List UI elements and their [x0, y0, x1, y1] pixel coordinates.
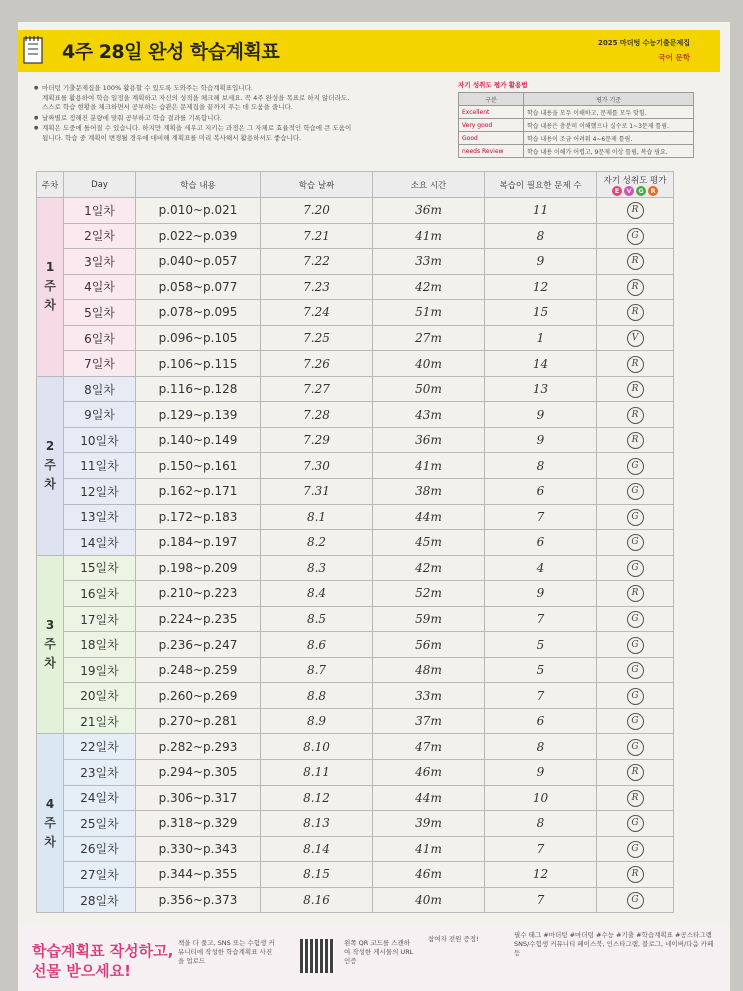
grade-mark: R: [627, 764, 644, 781]
grade-cell[interactable]: [597, 479, 674, 505]
review-count-cell[interactable]: 5: [485, 657, 597, 683]
review-count-cell[interactable]: 1: [485, 325, 597, 351]
grade-cell[interactable]: [597, 198, 674, 224]
date-cell[interactable]: 8.14: [261, 836, 373, 862]
content-cell: p.356~p.373: [136, 887, 261, 913]
day-cell: 14일차: [64, 530, 136, 556]
time-cell[interactable]: 40m: [373, 887, 485, 913]
plan-row: [37, 198, 674, 224]
legend-value: 학습 내용 이해가 어렵고, 9문제 이상 틀림, 복습 필요.: [524, 145, 694, 158]
plan-row: [37, 708, 674, 734]
day-cell: 25일차: [64, 811, 136, 837]
review-count-cell[interactable]: 13: [485, 376, 597, 402]
grade-cell[interactable]: [597, 453, 674, 479]
grade-mark: G: [627, 688, 644, 705]
instruction-text: 됩니다. 학습 중 계획이 변경될 경우에 대비해 계획표를 미리 복사해서 활용하셔도 좋습니다.: [42, 133, 302, 142]
date-cell[interactable]: 8.11: [261, 760, 373, 786]
review-count-cell[interactable]: 6: [485, 479, 597, 505]
time-cell[interactable]: 44m: [373, 785, 485, 811]
date-cell[interactable]: 8.5: [261, 606, 373, 632]
time-cell[interactable]: 46m: [373, 760, 485, 786]
review-count-cell[interactable]: 8: [485, 811, 597, 837]
page-title: 4주 28일 완성 학습계획표: [62, 41, 280, 63]
time-cell[interactable]: 41m: [373, 836, 485, 862]
review-count-cell[interactable]: 6: [485, 530, 597, 556]
plan-row: [37, 530, 674, 556]
grade-mark: G: [627, 662, 644, 679]
day-cell: 7일차: [64, 351, 136, 377]
grade-mark: R: [627, 279, 644, 296]
subject-name: 국어 문학: [658, 53, 690, 62]
grade-mark: G: [627, 739, 644, 756]
grade-cell[interactable]: [597, 606, 674, 632]
legend-value: 학습 내용을 모두 이해하고, 문제를 모두 맞힘.: [524, 106, 694, 119]
grade-mark: G: [627, 815, 644, 832]
grade-cell[interactable]: [597, 708, 674, 734]
content-cell: p.248~p.259: [136, 657, 261, 683]
grade-mark: G: [627, 509, 644, 526]
review-count-cell[interactable]: 4: [485, 555, 597, 581]
week-label-text: 3 주 차: [44, 618, 56, 671]
date-cell[interactable]: 8.4: [261, 581, 373, 607]
plan-row: [37, 887, 674, 913]
grade-mark: G: [627, 713, 644, 730]
legend-key: Good: [459, 132, 524, 145]
time-cell[interactable]: 52m: [373, 581, 485, 607]
grade-mark: R: [627, 790, 644, 807]
content-cell: p.010~p.021: [136, 198, 261, 224]
week-label-text: 1 주 차: [44, 260, 56, 313]
grade-mark: G: [627, 483, 644, 500]
day-cell: 17일차: [64, 606, 136, 632]
review-count-cell[interactable]: 12: [485, 862, 597, 888]
instruction-3: [34, 124, 454, 143]
event-step2: 왼쪽 QR 코드를 스캔하여 작성한 게시물의 URL 인증: [344, 939, 414, 965]
col-content: 학습 내용: [136, 172, 261, 198]
title-banner: [18, 30, 720, 72]
content-cell: p.236~p.247: [136, 632, 261, 658]
date-cell[interactable]: 7.21: [261, 223, 373, 249]
content-cell: p.129~p.139: [136, 402, 261, 428]
date-cell[interactable]: 8.1: [261, 504, 373, 530]
notebook-icon: [22, 35, 44, 65]
grade-cell[interactable]: [597, 862, 674, 888]
legend-key: Excellent: [459, 106, 524, 119]
date-cell[interactable]: 7.26: [261, 351, 373, 377]
col-grade: [597, 172, 674, 198]
plan-row: [37, 223, 674, 249]
date-cell[interactable]: 7.22: [261, 249, 373, 275]
content-cell: p.058~p.077: [136, 274, 261, 300]
review-count-cell[interactable]: 8: [485, 453, 597, 479]
series-name: 2025 마더텅 수능기출문제집: [598, 39, 690, 47]
time-cell[interactable]: 46m: [373, 862, 485, 888]
grade-mark: R: [627, 356, 644, 373]
plan-body: [37, 198, 674, 913]
grade-cell[interactable]: [597, 249, 674, 275]
day-cell: 11일차: [64, 453, 136, 479]
time-cell[interactable]: 40m: [373, 351, 485, 377]
day-cell: 23일차: [64, 760, 136, 786]
content-cell: p.116~p.128: [136, 376, 261, 402]
review-count-cell[interactable]: 7: [485, 606, 597, 632]
content-cell: p.318~p.329: [136, 811, 261, 837]
content-cell: p.078~p.095: [136, 300, 261, 326]
day-cell: 3일차: [64, 249, 136, 275]
content-cell: p.224~p.235: [136, 606, 261, 632]
day-cell: 26일차: [64, 836, 136, 862]
time-cell[interactable]: 59m: [373, 606, 485, 632]
date-cell[interactable]: 7.24: [261, 300, 373, 326]
plan-row: [37, 836, 674, 862]
grade-mark: G: [627, 560, 644, 577]
review-count-cell[interactable]: 11: [485, 198, 597, 224]
grade-cell[interactable]: [597, 402, 674, 428]
week-label: [37, 734, 64, 913]
review-count-cell[interactable]: 8: [485, 734, 597, 760]
time-cell[interactable]: 41m: [373, 223, 485, 249]
plan-row: [37, 734, 674, 760]
plan-row: [37, 683, 674, 709]
review-count-cell[interactable]: 12: [485, 274, 597, 300]
instruction-text: 스스로 학습 현황을 체크하면서 공부하는 습관은 문제집을 끝까지 푸는 데 도움을 줍니다.: [42, 103, 293, 111]
event-footer: [18, 925, 730, 991]
headline-line1: 학습계획표 작성하고,: [32, 942, 174, 960]
day-cell: 13일차: [64, 504, 136, 530]
content-cell: p.040~p.057: [136, 249, 261, 275]
content-cell: p.184~p.197: [136, 530, 261, 556]
grade-mark: G: [627, 841, 644, 858]
time-cell[interactable]: 47m: [373, 734, 485, 760]
plan-row: [37, 351, 674, 377]
grade-mark: G: [627, 458, 644, 475]
grade-cell[interactable]: [597, 887, 674, 913]
day-cell: 12일차: [64, 479, 136, 505]
content-cell: p.096~p.105: [136, 325, 261, 351]
grade-mark: R: [627, 304, 644, 321]
plan-row: [37, 376, 674, 402]
grade-mark: G: [627, 611, 644, 628]
content-cell: p.294~p.305: [136, 760, 261, 786]
day-cell: 8일차: [64, 376, 136, 402]
grade-cell[interactable]: [597, 811, 674, 837]
day-cell: 5일차: [64, 300, 136, 326]
date-cell[interactable]: 8.8: [261, 683, 373, 709]
grade-cell[interactable]: [597, 683, 674, 709]
time-cell[interactable]: 36m: [373, 427, 485, 453]
badge-v: V: [624, 186, 634, 196]
plan-row: [37, 249, 674, 275]
grade-cell[interactable]: [597, 300, 674, 326]
grade-cell[interactable]: [597, 504, 674, 530]
day-cell: 10일차: [64, 427, 136, 453]
day-cell: 19일차: [64, 657, 136, 683]
col-review: 복습이 필요한 문제 수: [485, 172, 597, 198]
review-count-cell[interactable]: 14: [485, 351, 597, 377]
date-cell[interactable]: 8.3: [261, 555, 373, 581]
day-cell: 2일차: [64, 223, 136, 249]
grade-mark: R: [627, 407, 644, 424]
plan-row: [37, 274, 674, 300]
grade-mark: G: [627, 637, 644, 654]
legend-table: [458, 92, 694, 158]
review-count-cell[interactable]: 7: [485, 836, 597, 862]
day-cell: 9일차: [64, 402, 136, 428]
col-day: Day: [64, 172, 136, 198]
week-label: [37, 555, 64, 734]
instruction-text: 계획표를 활용하여 학습 일정을 계획하고 자신의 성적을 체크해 보세요. 꼭 4주 완성을 목표로 하지 않더라도,: [42, 93, 350, 102]
plan-row: [37, 657, 674, 683]
date-cell[interactable]: 7.23: [261, 274, 373, 300]
day-cell: 1일차: [64, 198, 136, 224]
instruction-2: [34, 114, 454, 124]
grade-cell[interactable]: [597, 223, 674, 249]
time-cell[interactable]: 27m: [373, 325, 485, 351]
content-cell: p.306~p.317: [136, 785, 261, 811]
time-cell[interactable]: 42m: [373, 274, 485, 300]
content-cell: p.210~p.223: [136, 581, 261, 607]
grade-cell[interactable]: [597, 734, 674, 760]
badge-g: G: [636, 186, 646, 196]
grade-cell[interactable]: [597, 760, 674, 786]
day-cell: 22일차: [64, 734, 136, 760]
content-cell: p.282~p.293: [136, 734, 261, 760]
time-cell[interactable]: 37m: [373, 708, 485, 734]
event-step1: 책을 다 풀고, SNS 또는 수험생 커뮤니티에 작성한 학습계획표 사진을 업로드: [178, 939, 275, 965]
date-cell[interactable]: 7.31: [261, 479, 373, 505]
plan-row: [37, 555, 674, 581]
review-count-cell[interactable]: 9: [485, 760, 597, 786]
week-label-text: 2 주 차: [44, 439, 56, 492]
day-cell: 21일차: [64, 708, 136, 734]
day-cell: 15일차: [64, 555, 136, 581]
plan-row: [37, 785, 674, 811]
plan-row: [37, 811, 674, 837]
review-count-cell[interactable]: 9: [485, 581, 597, 607]
plan-row: [37, 402, 674, 428]
grade-mark: V: [627, 330, 644, 347]
time-cell[interactable]: 56m: [373, 632, 485, 658]
content-cell: p.330~p.343: [136, 836, 261, 862]
date-cell[interactable]: 8.6: [261, 632, 373, 658]
grade-cell[interactable]: [597, 836, 674, 862]
day-cell: 28일차: [64, 887, 136, 913]
day-cell: 20일차: [64, 683, 136, 709]
content-cell: p.198~p.209: [136, 555, 261, 581]
content-cell: p.140~p.149: [136, 427, 261, 453]
review-count-cell[interactable]: 15: [485, 300, 597, 326]
grade-cell[interactable]: [597, 530, 674, 556]
event-step3: 참여자 전원 증정!: [428, 935, 479, 943]
plan-row: [37, 427, 674, 453]
plan-row: [37, 325, 674, 351]
instruction-text: 마더텅 기출문제집을 100% 활용할 수 있도록 도와주는 학습계획표입니다.: [42, 84, 253, 92]
day-cell: 18일차: [64, 632, 136, 658]
content-cell: p.344~p.355: [136, 862, 261, 888]
instruction-text: 계획은 도중에 틀어질 수 있습니다. 하지만 계획을 세우고 지키는 과정은 그 자체로 효율적인 학습에 큰 도움이: [42, 124, 352, 132]
time-cell[interactable]: 41m: [373, 453, 485, 479]
content-cell: p.022~p.039: [136, 223, 261, 249]
day-cell: 6일차: [64, 325, 136, 351]
legend-key: Very good: [459, 119, 524, 132]
col-time: 소요 시간: [373, 172, 485, 198]
grade-mark: R: [627, 202, 644, 219]
grade-mark: G: [627, 228, 644, 245]
date-cell[interactable]: 8.12: [261, 785, 373, 811]
plan-row: [37, 581, 674, 607]
grade-legend: [458, 80, 696, 158]
legend-title: 자기 성취도 평가 활용법: [458, 81, 528, 89]
week-label: [37, 198, 64, 377]
date-cell[interactable]: 7.28: [261, 402, 373, 428]
time-cell[interactable]: 33m: [373, 683, 485, 709]
review-count-cell[interactable]: 5: [485, 632, 597, 658]
time-cell[interactable]: 42m: [373, 555, 485, 581]
review-count-cell[interactable]: 7: [485, 887, 597, 913]
review-count-cell[interactable]: 10: [485, 785, 597, 811]
instruction-1: [34, 84, 454, 113]
grade-head-label: 자기 성취도 평가: [603, 175, 667, 186]
date-cell[interactable]: 7.20: [261, 198, 373, 224]
date-cell[interactable]: 8.9: [261, 708, 373, 734]
time-cell[interactable]: 33m: [373, 249, 485, 275]
event-headline: [32, 941, 173, 981]
grade-cell[interactable]: [597, 657, 674, 683]
grade-cell[interactable]: [597, 632, 674, 658]
grade-mark: R: [627, 585, 644, 602]
date-cell[interactable]: 8.7: [261, 657, 373, 683]
date-cell[interactable]: 8.15: [261, 862, 373, 888]
instruction-text: 날짜별로 정해진 분량에 맞춰 공부하고 학습 결과를 기록합니다.: [42, 113, 222, 122]
grade-cell[interactable]: [597, 427, 674, 453]
date-cell[interactable]: 7.30: [261, 453, 373, 479]
date-cell[interactable]: 7.27: [261, 376, 373, 402]
grade-mark: R: [627, 866, 644, 883]
time-cell[interactable]: 39m: [373, 811, 485, 837]
badge-e: E: [612, 186, 622, 196]
review-count-cell[interactable]: 9: [485, 402, 597, 428]
review-count-cell[interactable]: 9: [485, 427, 597, 453]
time-cell[interactable]: 43m: [373, 402, 485, 428]
plan-row: [37, 862, 674, 888]
col-week: 주차: [37, 172, 64, 198]
grade-cell[interactable]: [597, 581, 674, 607]
day-cell: 16일차: [64, 581, 136, 607]
grade-cell[interactable]: [597, 555, 674, 581]
legend-head: 구분: [459, 93, 524, 106]
content-cell: p.270~p.281: [136, 708, 261, 734]
review-count-cell[interactable]: 7: [485, 683, 597, 709]
grade-mark: G: [627, 534, 644, 551]
date-cell[interactable]: 8.10: [261, 734, 373, 760]
plan-row: [37, 479, 674, 505]
review-count-cell[interactable]: 7: [485, 504, 597, 530]
time-cell[interactable]: 50m: [373, 376, 485, 402]
instructions: [34, 84, 454, 144]
plan-row: [37, 504, 674, 530]
time-cell[interactable]: 51m: [373, 300, 485, 326]
content-cell: p.260~p.269: [136, 683, 261, 709]
time-cell[interactable]: 48m: [373, 657, 485, 683]
grade-cell[interactable]: [597, 785, 674, 811]
day-cell: 24일차: [64, 785, 136, 811]
legend-value: 학습 내용이 조금 어려워 4~6문제 틀림.: [524, 132, 694, 145]
week-label: [37, 376, 64, 555]
day-cell: 27일차: [64, 862, 136, 888]
date-cell[interactable]: 8.13: [261, 811, 373, 837]
grade-cell[interactable]: [597, 325, 674, 351]
review-count-cell[interactable]: 6: [485, 708, 597, 734]
content-cell: p.172~p.183: [136, 504, 261, 530]
grade-mark: R: [627, 381, 644, 398]
legend-head: 평가 기준: [524, 93, 694, 106]
plan-row: [37, 453, 674, 479]
time-cell[interactable]: 44m: [373, 504, 485, 530]
plan-row: [37, 606, 674, 632]
legend-value: 학습 내용은 충분히 이해했으나 실수로 1~3문제 틀림.: [524, 119, 694, 132]
headline-line2: 선물 받으세요!: [32, 962, 132, 980]
grade-cell[interactable]: [597, 376, 674, 402]
grade-mark: G: [627, 892, 644, 909]
day-cell: 4일차: [64, 274, 136, 300]
study-plan-table: [36, 171, 674, 913]
week-label-text: 4 주 차: [44, 796, 56, 849]
review-count-cell[interactable]: 8: [485, 223, 597, 249]
event-tags: 필수 태그 #마더텅 #마더텅 #수능 #기출 #학습계획표 #공스타그램 SNS/수험생 커뮤니티 페이스북, 인스타그램, 블로그, 네이버/다음 카페 등: [514, 931, 714, 957]
date-cell[interactable]: 8.2: [261, 530, 373, 556]
time-cell[interactable]: 38m: [373, 479, 485, 505]
plan-row: [37, 760, 674, 786]
time-cell[interactable]: 45m: [373, 530, 485, 556]
badge-r: R: [648, 186, 658, 196]
content-cell: p.106~p.115: [136, 351, 261, 377]
grade-mark: R: [627, 253, 644, 270]
grade-cell[interactable]: [597, 351, 674, 377]
time-cell[interactable]: 36m: [373, 198, 485, 224]
qr-code-icon[interactable]: [300, 939, 334, 973]
content-cell: p.162~p.171: [136, 479, 261, 505]
legend-key: needs Review: [459, 145, 524, 158]
content-cell: p.150~p.161: [136, 453, 261, 479]
grade-cell[interactable]: [597, 274, 674, 300]
date-cell[interactable]: 8.16: [261, 887, 373, 913]
plan-row: [37, 300, 674, 326]
date-cell[interactable]: 7.25: [261, 325, 373, 351]
plan-row: [37, 632, 674, 658]
grade-mark: R: [627, 432, 644, 449]
date-cell[interactable]: 7.29: [261, 427, 373, 453]
review-count-cell[interactable]: 9: [485, 249, 597, 275]
col-date: 학습 날짜: [261, 172, 373, 198]
